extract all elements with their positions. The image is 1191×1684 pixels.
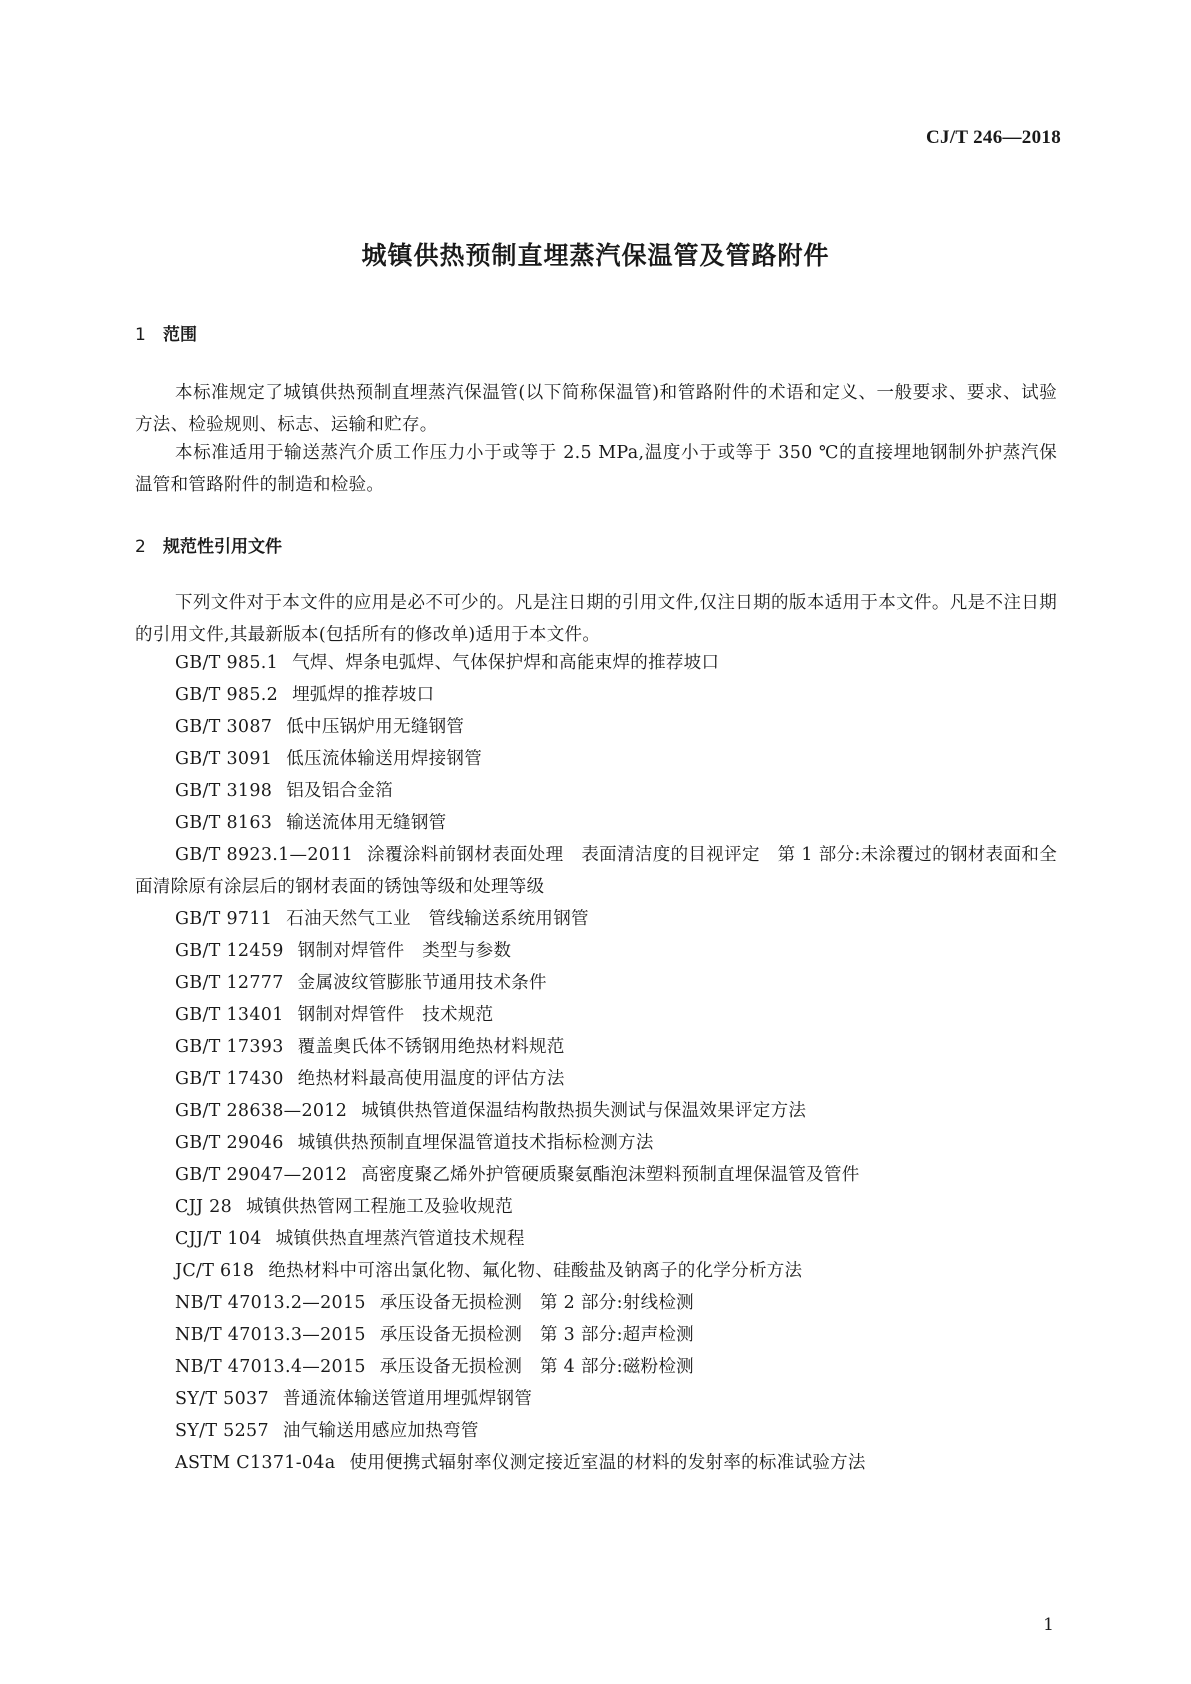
reference-title: 低压流体输送用焊接钢管 (286, 749, 483, 769)
reference-item (135, 1287, 1057, 1319)
reference-title: 涂覆涂料前钢材表面处理 表面清洁度的目视评定 第 1 部分:未涂覆过的钢材表面和全面清除原有涂层后的钢材表面的锈蚀等级和处理等级 (135, 845, 1057, 897)
reference-title: 城镇供热预制直埋保温管道技术指标检测方法 (297, 1133, 654, 1153)
page-number: 1 (1043, 1615, 1054, 1635)
reference-item (135, 743, 1057, 775)
reference-code: NB/T 47013.3—2015 (175, 1325, 366, 1345)
reference-code: GB/T 12459 (175, 941, 284, 961)
reference-title: 绝热材料最高使用温度的评估方法 (297, 1069, 565, 1089)
reference-item (135, 1415, 1057, 1447)
reference-code: GB/T 3198 (175, 781, 273, 801)
section-number: 2 (135, 537, 146, 557)
reference-item (135, 711, 1057, 743)
reference-item (135, 1383, 1057, 1415)
reference-code: GB/T 985.1 (175, 653, 279, 673)
section-2-heading (135, 532, 282, 557)
reference-title: 承压设备无损检测 第 3 部分:超声检测 (379, 1325, 694, 1345)
reference-code: NB/T 47013.4—2015 (175, 1357, 366, 1377)
reference-title: 高密度聚乙烯外护管硬质聚氨酯泡沫塑料预制直埋保温管及管件 (361, 1165, 860, 1185)
reference-title: 铝及铝合金箔 (286, 781, 394, 801)
reference-title: 低中压锅炉用无缝钢管 (286, 717, 465, 737)
reference-title: 石油天然气工业 管线输送系统用钢管 (286, 909, 589, 929)
reference-code: GB/T 29047—2012 (175, 1165, 348, 1185)
reference-item (135, 839, 1057, 903)
reference-item (135, 935, 1057, 967)
section-title: 规范性引用文件 (163, 537, 282, 557)
reference-item (135, 1447, 1057, 1479)
reference-title: 钢制对焊管件 类型与参数 (297, 941, 512, 961)
reference-code: GB/T 28638—2012 (175, 1101, 348, 1121)
reference-title: 钢制对焊管件 技术规范 (297, 1005, 494, 1025)
reference-item (135, 1063, 1057, 1095)
standard-code: CJ/T 246—2018 (926, 127, 1061, 148)
reference-item (135, 1351, 1057, 1383)
reference-item (135, 903, 1057, 935)
reference-title: 普通流体输送管道用埋弧焊钢管 (282, 1389, 533, 1409)
reference-code: SY/T 5257 (175, 1421, 269, 1441)
reference-item (135, 967, 1057, 999)
reference-item (135, 647, 1057, 679)
reference-item (135, 1031, 1057, 1063)
reference-title: 城镇供热直埋蒸汽管道技术规程 (275, 1229, 525, 1249)
reference-code: GB/T 3087 (175, 717, 273, 737)
reference-code: GB/T 985.2 (175, 685, 279, 705)
reference-code: GB/T 29046 (175, 1133, 284, 1153)
section-number: 1 (135, 325, 146, 345)
reference-code: GB/T 3091 (175, 749, 273, 769)
reference-title: 使用便携式辐射率仪测定接近室温的材料的发射率的标准试验方法 (349, 1453, 866, 1473)
paragraph: 本标准规定了城镇供热预制直埋蒸汽保温管(以下简称保温管)和管路附件的术语和定义、一般要求、要求、试验方法、检验规则、标志、运输和贮存。 (135, 383, 1057, 435)
reference-title: 埋弧焊的推荐坡口 (292, 685, 435, 705)
reference-code: GB/T 8163 (175, 813, 273, 833)
reference-item (135, 1127, 1057, 1159)
reference-title: 绝热材料中可溶出氯化物、氟化物、硅酸盐及钠离子的化学分析方法 (268, 1261, 803, 1281)
reference-title: 气焊、焊条电弧焊、气体保护焊和高能束焊的推荐坡口 (292, 653, 720, 673)
reference-title: 城镇供热管道保温结构散热损失测试与保温效果评定方法 (361, 1101, 807, 1121)
reference-code: GB/T 12777 (175, 973, 284, 993)
reference-item (135, 679, 1057, 711)
reference-item (135, 807, 1057, 839)
reference-code: NB/T 47013.2—2015 (175, 1293, 366, 1313)
reference-code: GB/T 13401 (175, 1005, 284, 1025)
reference-title: 输送流体用无缝钢管 (286, 813, 447, 833)
reference-code: GB/T 17430 (175, 1069, 284, 1089)
reference-item (135, 1255, 1057, 1287)
reference-code: SY/T 5037 (175, 1389, 269, 1409)
reference-title: 油气输送用感应加热弯管 (282, 1421, 479, 1441)
paragraph: 本标准适用于输送蒸汽介质工作压力小于或等于 2.5 MPa,温度小于或等于 350 ℃的直接埋地钢制外护蒸汽保温管和管路附件的制造和检验。 (135, 443, 1057, 495)
reference-title: 承压设备无损检测 第 2 部分:射线检测 (379, 1293, 694, 1313)
normative-reference-list (135, 647, 1057, 1479)
reference-item (135, 1159, 1057, 1191)
reference-item (135, 775, 1057, 807)
reference-code: GB/T 17393 (175, 1037, 284, 1057)
document-title: 城镇供热预制直埋蒸汽保温管及管路附件 (361, 241, 830, 270)
section-1-heading (135, 320, 197, 345)
reference-title: 承压设备无损检测 第 4 部分:磁粉检测 (379, 1357, 694, 1377)
reference-item (135, 999, 1057, 1031)
reference-item (135, 1095, 1057, 1127)
reference-code: CJJ/T 104 (175, 1229, 262, 1249)
paragraph: 下列文件对于本文件的应用是必不可少的。凡是注日期的引用文件,仅注日期的版本适用于本文件。凡是不注日期的引用文件,其最新版本(包括所有的修改单)适用于本文件。 (135, 593, 1057, 645)
section-title: 范围 (163, 325, 197, 345)
reference-code: ASTM C1371-04a (175, 1453, 336, 1473)
reference-code: CJJ 28 (175, 1197, 233, 1217)
reference-code: GB/T 8923.1—2011 (175, 845, 354, 865)
reference-code: JC/T 618 (175, 1261, 255, 1281)
reference-title: 城镇供热管网工程施工及验收规范 (246, 1197, 514, 1217)
reference-title: 覆盖奥氏体不锈钢用绝热材料规范 (297, 1037, 565, 1057)
reference-code: GB/T 9711 (175, 909, 273, 929)
reference-item (135, 1319, 1057, 1351)
reference-item (135, 1191, 1057, 1223)
reference-title: 金属波纹管膨胀节通用技术条件 (297, 973, 547, 993)
reference-item (135, 1223, 1057, 1255)
